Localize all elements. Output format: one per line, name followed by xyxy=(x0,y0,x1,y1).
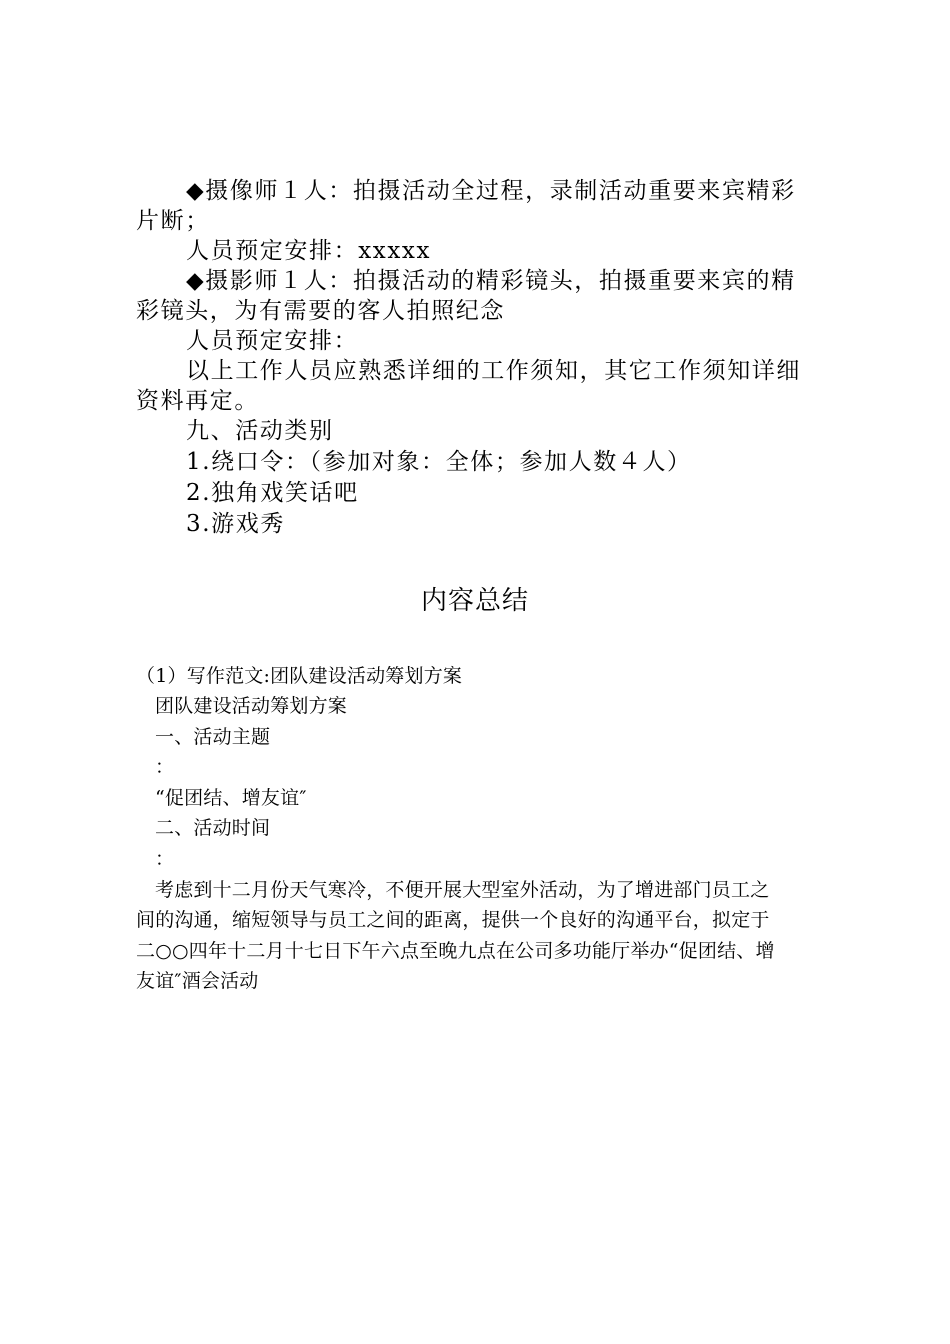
staff-plan-1: 人员预定安排：xxxxx xyxy=(186,238,432,264)
summary-line-5: “促团结、增友谊″ xyxy=(155,787,307,809)
staff-plan-2: 人员预定安排： xyxy=(186,328,359,354)
category-item-2: 2.独角戏笑话吧 xyxy=(186,480,359,506)
summary-line-2: 团队建设活动筹划方案 xyxy=(155,695,348,717)
summary-line-4: ： xyxy=(155,756,175,778)
category-heading: 九、活动类别 xyxy=(186,418,334,444)
category-item-1: 1.绕口令：（参加对象：全体；参加人数４人） xyxy=(186,449,692,475)
notice-line-1: 以上工作人员应熟悉详细的工作须知，其它工作须知详细 xyxy=(186,358,801,384)
cameraman-line-1: ◆摄像师１人：拍摄活动全过程，录制活动重要来宾精彩 xyxy=(186,178,796,204)
summary-paragraph-line-1: 考虑到十二月份天气寒冷，不便开展大型室外活动，为了增进部门员工之 xyxy=(155,879,770,901)
summary-line-6: 二、活动时间 xyxy=(155,817,271,839)
cameraman-line-2: 片断； xyxy=(136,208,210,234)
summary-line-7: ： xyxy=(155,848,175,870)
summary-paragraph-line-3: 二○○四年十二月十七日下午六点至晚九点在公司多功能厅举办“促团结、增 xyxy=(136,940,775,962)
summary-line-3: 一、活动主题 xyxy=(155,726,271,748)
category-item-3: 3.游戏秀 xyxy=(186,511,285,537)
photographer-line-2: 彩镜头，为有需要的客人拍照纪念 xyxy=(136,298,505,324)
summary-paragraph-line-4: 友谊″酒会活动 xyxy=(136,970,259,992)
summary-paragraph-line-2: 间的沟通，缩短领导与员工之间的距离，提供一个良好的沟通平台，拟定于 xyxy=(136,909,770,931)
summary-title: 内容总结 xyxy=(420,586,529,616)
photographer-line-1: ◆摄影师１人：拍摄活动的精彩镜头，拍摄重要来宾的精 xyxy=(186,268,796,294)
notice-line-2: 资料再定。 xyxy=(136,388,259,414)
summary-line-1: （1）写作范文:团队建设活动筹划方案 xyxy=(136,665,463,687)
